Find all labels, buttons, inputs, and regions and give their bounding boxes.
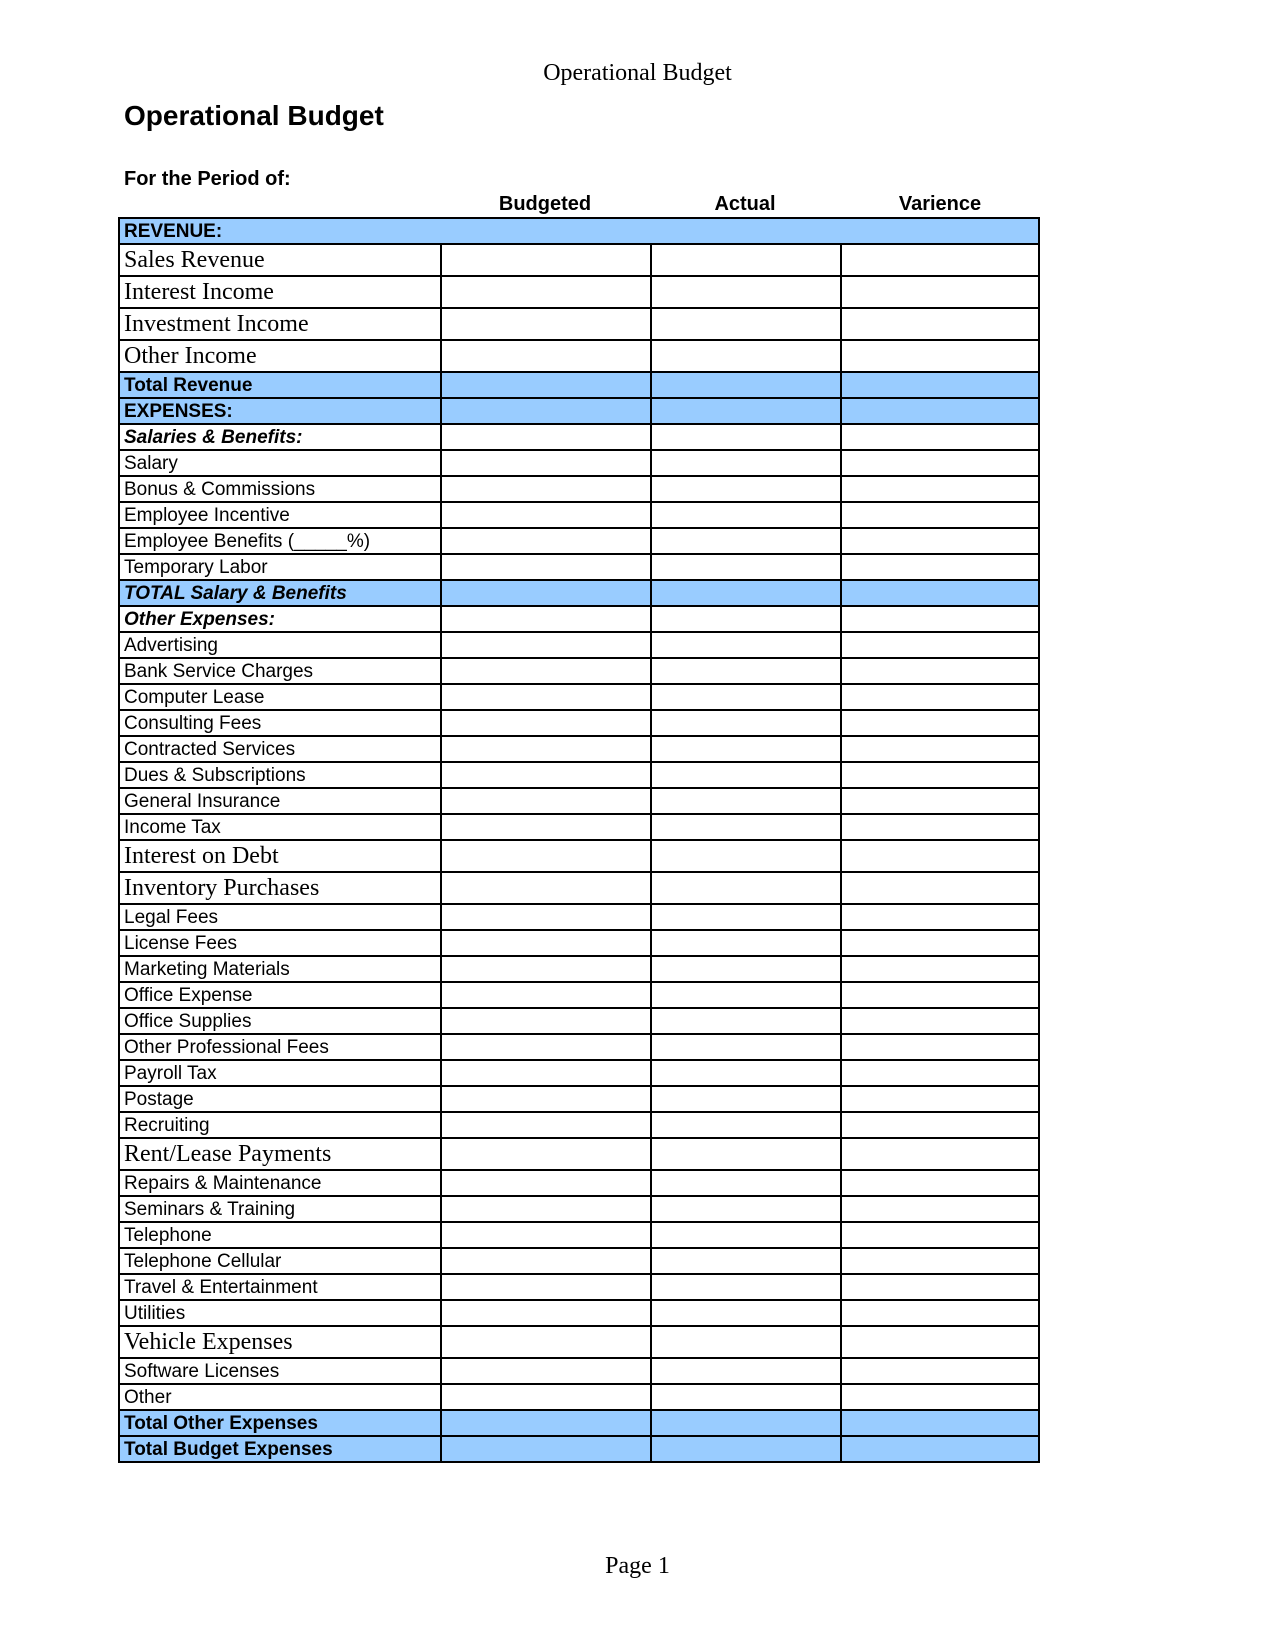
budgeted-cell[interactable] [441, 276, 651, 308]
varience-cell[interactable] [841, 244, 1039, 276]
varience-cell[interactable] [841, 930, 1039, 956]
budgeted-cell[interactable] [441, 1222, 651, 1248]
varience-cell[interactable] [841, 1138, 1039, 1170]
table-row [119, 398, 1039, 424]
varience-cell[interactable] [841, 1112, 1039, 1138]
budgeted-cell[interactable] [441, 736, 651, 762]
actual-cell[interactable] [651, 1034, 841, 1060]
row-label: Other Expenses: [119, 606, 441, 632]
document-title: Operational Budget [124, 100, 384, 131]
varience-cell[interactable] [841, 398, 1039, 424]
table-row [119, 1196, 1039, 1222]
actual-cell[interactable] [651, 1384, 841, 1410]
actual-cell[interactable] [651, 1274, 841, 1300]
budgeted-cell[interactable] [441, 580, 651, 606]
actual-cell[interactable] [651, 1060, 841, 1086]
table-row [119, 580, 1039, 606]
actual-cell[interactable] [651, 502, 841, 528]
varience-cell[interactable] [841, 502, 1039, 528]
row-label: Contracted Services [119, 736, 441, 762]
table-row [119, 424, 1039, 450]
budgeted-cell[interactable] [441, 528, 651, 554]
varience-cell[interactable] [841, 1196, 1039, 1222]
budgeted-cell[interactable] [441, 450, 651, 476]
row-label: Software Licenses [119, 1358, 441, 1384]
varience-cell[interactable] [841, 872, 1039, 904]
actual-cell[interactable] [651, 1086, 841, 1112]
row-label: Recruiting [119, 1112, 441, 1138]
table-row [119, 450, 1039, 476]
varience-cell[interactable] [841, 658, 1039, 684]
table-row [119, 814, 1039, 840]
varience-cell[interactable] [841, 1222, 1039, 1248]
budgeted-cell[interactable] [441, 1358, 651, 1384]
table-row [119, 956, 1039, 982]
actual-cell[interactable] [651, 424, 841, 450]
row-label: Postage [119, 1086, 441, 1112]
actual-cell[interactable] [651, 684, 841, 710]
varience-cell[interactable] [841, 1410, 1039, 1436]
varience-cell[interactable] [841, 1008, 1039, 1034]
table-row [119, 762, 1039, 788]
varience-cell[interactable] [841, 1300, 1039, 1326]
budgeted-cell[interactable] [441, 1326, 651, 1358]
row-label: Seminars & Training [119, 1196, 441, 1222]
actual-cell[interactable] [651, 528, 841, 554]
actual-cell[interactable] [651, 788, 841, 814]
actual-cell[interactable] [651, 872, 841, 904]
varience-cell[interactable] [841, 1436, 1039, 1462]
row-label: Marketing Materials [119, 956, 441, 982]
budget-table [118, 217, 1040, 1463]
row-label: Vehicle Expenses [119, 1326, 441, 1358]
actual-cell[interactable] [651, 244, 841, 276]
row-label: Repairs & Maintenance [119, 1170, 441, 1196]
table-row [119, 1358, 1039, 1384]
actual-cell[interactable] [651, 580, 841, 606]
row-label: Total Revenue [119, 372, 441, 398]
budgeted-cell[interactable] [441, 1410, 651, 1436]
table-row [119, 1274, 1039, 1300]
row-label: TOTAL Salary & Benefits [119, 580, 441, 606]
varience-cell[interactable] [841, 684, 1039, 710]
budgeted-cell[interactable] [441, 1034, 651, 1060]
varience-cell[interactable] [841, 580, 1039, 606]
page-header: Operational Budget [543, 60, 732, 86]
budgeted-cell[interactable] [441, 476, 651, 502]
table-row [119, 1326, 1039, 1358]
budgeted-cell[interactable] [441, 1300, 651, 1326]
table-row [119, 930, 1039, 956]
varience-cell[interactable] [841, 372, 1039, 398]
row-label: Total Other Expenses [119, 1410, 441, 1436]
actual-cell[interactable] [651, 840, 841, 872]
varience-cell[interactable] [841, 1274, 1039, 1300]
actual-cell[interactable] [651, 372, 841, 398]
table-row [119, 244, 1039, 276]
varience-cell[interactable] [841, 276, 1039, 308]
budgeted-cell[interactable] [441, 502, 651, 528]
row-label: Bonus & Commissions [119, 476, 441, 502]
varience-cell[interactable] [841, 982, 1039, 1008]
actual-cell[interactable] [651, 1196, 841, 1222]
row-label: Income Tax [119, 814, 441, 840]
table-row [119, 736, 1039, 762]
budgeted-cell[interactable] [441, 372, 651, 398]
actual-cell[interactable] [651, 1326, 841, 1358]
table-row [119, 982, 1039, 1008]
table-row [119, 1436, 1039, 1462]
actual-cell[interactable] [651, 930, 841, 956]
budgeted-cell[interactable] [441, 930, 651, 956]
varience-cell[interactable] [841, 788, 1039, 814]
actual-cell[interactable] [651, 1410, 841, 1436]
table-row [119, 1008, 1039, 1034]
budgeted-cell[interactable] [441, 840, 651, 872]
varience-cell[interactable] [841, 528, 1039, 554]
varience-cell[interactable] [841, 762, 1039, 788]
budgeted-cell[interactable] [441, 982, 651, 1008]
table-row [119, 340, 1039, 372]
table-row [119, 1034, 1039, 1060]
varience-cell[interactable] [841, 1034, 1039, 1060]
actual-cell[interactable] [651, 1248, 841, 1274]
table-row [119, 372, 1039, 398]
varience-cell[interactable] [841, 736, 1039, 762]
table-row [119, 1384, 1039, 1410]
varience-cell[interactable] [841, 424, 1039, 450]
budgeted-cell[interactable] [441, 1248, 651, 1274]
budgeted-cell[interactable] [441, 1112, 651, 1138]
table-row [119, 710, 1039, 736]
column-header-varience: Varience [898, 193, 982, 215]
varience-cell[interactable] [841, 1326, 1039, 1358]
row-label: Computer Lease [119, 684, 441, 710]
varience-cell[interactable] [841, 814, 1039, 840]
row-label: Telephone [119, 1222, 441, 1248]
budgeted-cell[interactable] [441, 398, 651, 424]
budgeted-cell[interactable] [441, 554, 651, 580]
row-label: EXPENSES: [119, 398, 441, 424]
actual-cell[interactable] [651, 632, 841, 658]
varience-cell[interactable] [841, 308, 1039, 340]
table-row [119, 606, 1039, 632]
varience-cell[interactable] [841, 710, 1039, 736]
period-label: For the Period of: [124, 168, 291, 190]
table-row [119, 1222, 1039, 1248]
budgeted-cell[interactable] [441, 632, 651, 658]
row-label: License Fees [119, 930, 441, 956]
row-label: Inventory Purchases [119, 872, 441, 904]
row-label: Total Budget Expenses [119, 1436, 441, 1462]
budgeted-cell[interactable] [441, 956, 651, 982]
row-label: General Insurance [119, 788, 441, 814]
varience-cell[interactable] [841, 1384, 1039, 1410]
budgeted-cell[interactable] [441, 1436, 651, 1462]
row-label: REVENUE: [119, 218, 1039, 244]
table-row [119, 502, 1039, 528]
row-label: Travel & Entertainment [119, 1274, 441, 1300]
row-label: Salaries & Benefits: [119, 424, 441, 450]
table-row [119, 276, 1039, 308]
row-label: Payroll Tax [119, 1060, 441, 1086]
varience-cell[interactable] [841, 606, 1039, 632]
actual-cell[interactable] [651, 814, 841, 840]
row-label: Temporary Labor [119, 554, 441, 580]
page-footer: Page 1 [605, 1553, 670, 1579]
row-label: Other [119, 1384, 441, 1410]
budgeted-cell[interactable] [441, 1060, 651, 1086]
row-label: Rent/Lease Payments [119, 1138, 441, 1170]
varience-cell[interactable] [841, 340, 1039, 372]
table-row [119, 528, 1039, 554]
actual-cell[interactable] [651, 956, 841, 982]
actual-cell[interactable] [651, 1436, 841, 1462]
actual-cell[interactable] [651, 1170, 841, 1196]
actual-cell[interactable] [651, 476, 841, 502]
table-row [119, 1248, 1039, 1274]
row-label: Interest on Debt [119, 840, 441, 872]
table-row [119, 1086, 1039, 1112]
table-row [119, 476, 1039, 502]
budgeted-cell[interactable] [441, 1274, 651, 1300]
budgeted-cell[interactable] [441, 1138, 651, 1170]
actual-cell[interactable] [651, 276, 841, 308]
table-row [119, 1300, 1039, 1326]
actual-cell[interactable] [651, 450, 841, 476]
varience-cell[interactable] [841, 1086, 1039, 1112]
actual-cell[interactable] [651, 982, 841, 1008]
budgeted-cell[interactable] [441, 872, 651, 904]
actual-cell[interactable] [651, 904, 841, 930]
row-label: Advertising [119, 632, 441, 658]
varience-cell[interactable] [841, 1060, 1039, 1086]
row-label: Telephone Cellular [119, 1248, 441, 1274]
varience-cell[interactable] [841, 1170, 1039, 1196]
row-label: Interest Income [119, 276, 441, 308]
row-label: Other Professional Fees [119, 1034, 441, 1060]
actual-cell[interactable] [651, 554, 841, 580]
row-label: Investment Income [119, 308, 441, 340]
actual-cell[interactable] [651, 1008, 841, 1034]
actual-cell[interactable] [651, 398, 841, 424]
budgeted-cell[interactable] [441, 308, 651, 340]
budgeted-cell[interactable] [441, 684, 651, 710]
table-row [119, 658, 1039, 684]
table-row [119, 308, 1039, 340]
budgeted-cell[interactable] [441, 814, 651, 840]
budgeted-cell[interactable] [441, 606, 651, 632]
budgeted-cell[interactable] [441, 1170, 651, 1196]
table-row [119, 218, 1039, 244]
row-label: Consulting Fees [119, 710, 441, 736]
column-header-actual: Actual [714, 193, 776, 215]
row-label: Salary [119, 450, 441, 476]
row-label: Utilities [119, 1300, 441, 1326]
row-label: Employee Benefits (_____%) [119, 528, 441, 554]
table-row [119, 554, 1039, 580]
budgeted-cell[interactable] [441, 340, 651, 372]
row-label: Office Expense [119, 982, 441, 1008]
actual-cell[interactable] [651, 1222, 841, 1248]
row-label: Other Income [119, 340, 441, 372]
column-header-budgeted: Budgeted [498, 193, 592, 215]
table-row [119, 1112, 1039, 1138]
budgeted-cell[interactable] [441, 658, 651, 684]
budget-table-body [119, 218, 1039, 1462]
varience-cell[interactable] [841, 476, 1039, 502]
actual-cell[interactable] [651, 1300, 841, 1326]
table-row [119, 1410, 1039, 1436]
varience-cell[interactable] [841, 1358, 1039, 1384]
budgeted-cell[interactable] [441, 788, 651, 814]
table-row [119, 1060, 1039, 1086]
actual-cell[interactable] [651, 340, 841, 372]
table-row [119, 1170, 1039, 1196]
budgeted-cell[interactable] [441, 710, 651, 736]
actual-cell[interactable] [651, 1112, 841, 1138]
budgeted-cell[interactable] [441, 1196, 651, 1222]
varience-cell[interactable] [841, 956, 1039, 982]
actual-cell[interactable] [651, 606, 841, 632]
table-row [119, 840, 1039, 872]
budgeted-cell[interactable] [441, 762, 651, 788]
budgeted-cell[interactable] [441, 244, 651, 276]
table-row [119, 788, 1039, 814]
table-row [119, 684, 1039, 710]
table-row [119, 872, 1039, 904]
actual-cell[interactable] [651, 308, 841, 340]
row-label: Sales Revenue [119, 244, 441, 276]
row-label: Legal Fees [119, 904, 441, 930]
actual-cell[interactable] [651, 762, 841, 788]
varience-cell[interactable] [841, 554, 1039, 580]
table-row [119, 1138, 1039, 1170]
table-row [119, 632, 1039, 658]
actual-cell[interactable] [651, 736, 841, 762]
actual-cell[interactable] [651, 710, 841, 736]
budgeted-cell[interactable] [441, 1384, 651, 1410]
varience-cell[interactable] [841, 632, 1039, 658]
row-label: Office Supplies [119, 1008, 441, 1034]
budgeted-cell[interactable] [441, 424, 651, 450]
actual-cell[interactable] [651, 1138, 841, 1170]
varience-cell[interactable] [841, 1248, 1039, 1274]
budgeted-cell[interactable] [441, 1008, 651, 1034]
budgeted-cell[interactable] [441, 1086, 651, 1112]
row-label: Dues & Subscriptions [119, 762, 441, 788]
budgeted-cell[interactable] [441, 904, 651, 930]
varience-cell[interactable] [841, 450, 1039, 476]
row-label: Employee Incentive [119, 502, 441, 528]
varience-cell[interactable] [841, 904, 1039, 930]
varience-cell[interactable] [841, 840, 1039, 872]
actual-cell[interactable] [651, 1358, 841, 1384]
table-row [119, 904, 1039, 930]
row-label: Bank Service Charges [119, 658, 441, 684]
actual-cell[interactable] [651, 658, 841, 684]
